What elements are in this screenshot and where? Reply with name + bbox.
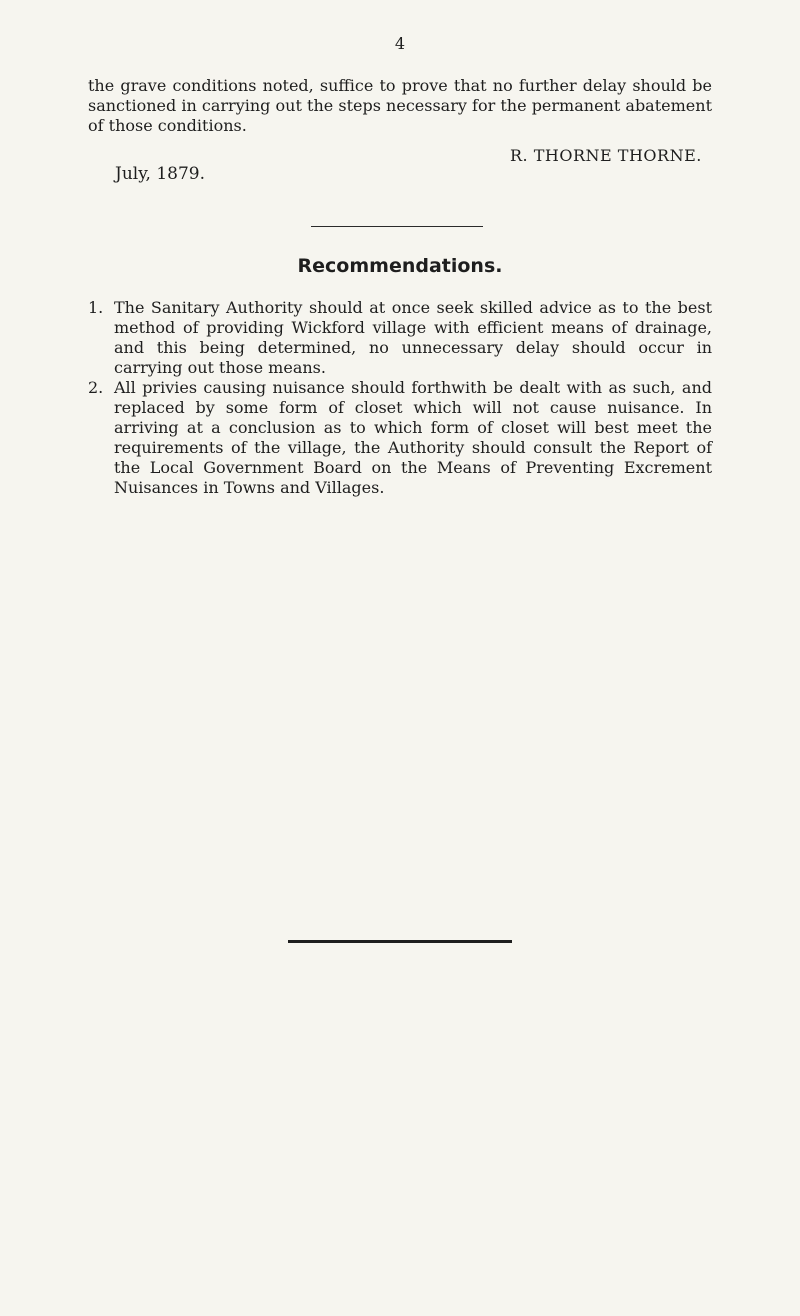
recommendations-list <box>88 298 712 498</box>
end-rule <box>288 940 512 943</box>
recommendation-item <box>88 298 712 378</box>
section-divider <box>311 226 483 227</box>
closing-paragraph: the grave conditions noted, suffice to prove that no further delay should be sanctioned in carrying out the steps necessary for the permanent abatement of those conditions. <box>88 76 712 135</box>
recommendations-heading: Recommendations. <box>297 255 503 277</box>
recommendation-text: The Sanitary Authority should at once seek skilled advice as to the best method of providing Wickford village with efficient means of drainage, and this being determined, no unnecessary delay should occur in carrying out those means. <box>114 298 712 377</box>
recommendation-item <box>88 378 712 498</box>
signature: R. THORNE THORNE. <box>510 146 702 165</box>
recommendation-text: All privies causing nuisance should forthwith be dealt with as such, and replaced by some form of closet which will not cause nuisance. In arriving at a conclusion as to which form of closet will best meet the requirements of the village, the Authority should consult the Report of the Local Government Board on the Means of Preventing Excrement Nuisances in Towns and Villages. <box>114 378 712 497</box>
page-number: 4 <box>394 34 406 53</box>
letter-date: July, 1879. <box>115 164 206 184</box>
recommendation-number: 2. <box>88 378 104 397</box>
recommendation-number: 1. <box>88 298 104 317</box>
